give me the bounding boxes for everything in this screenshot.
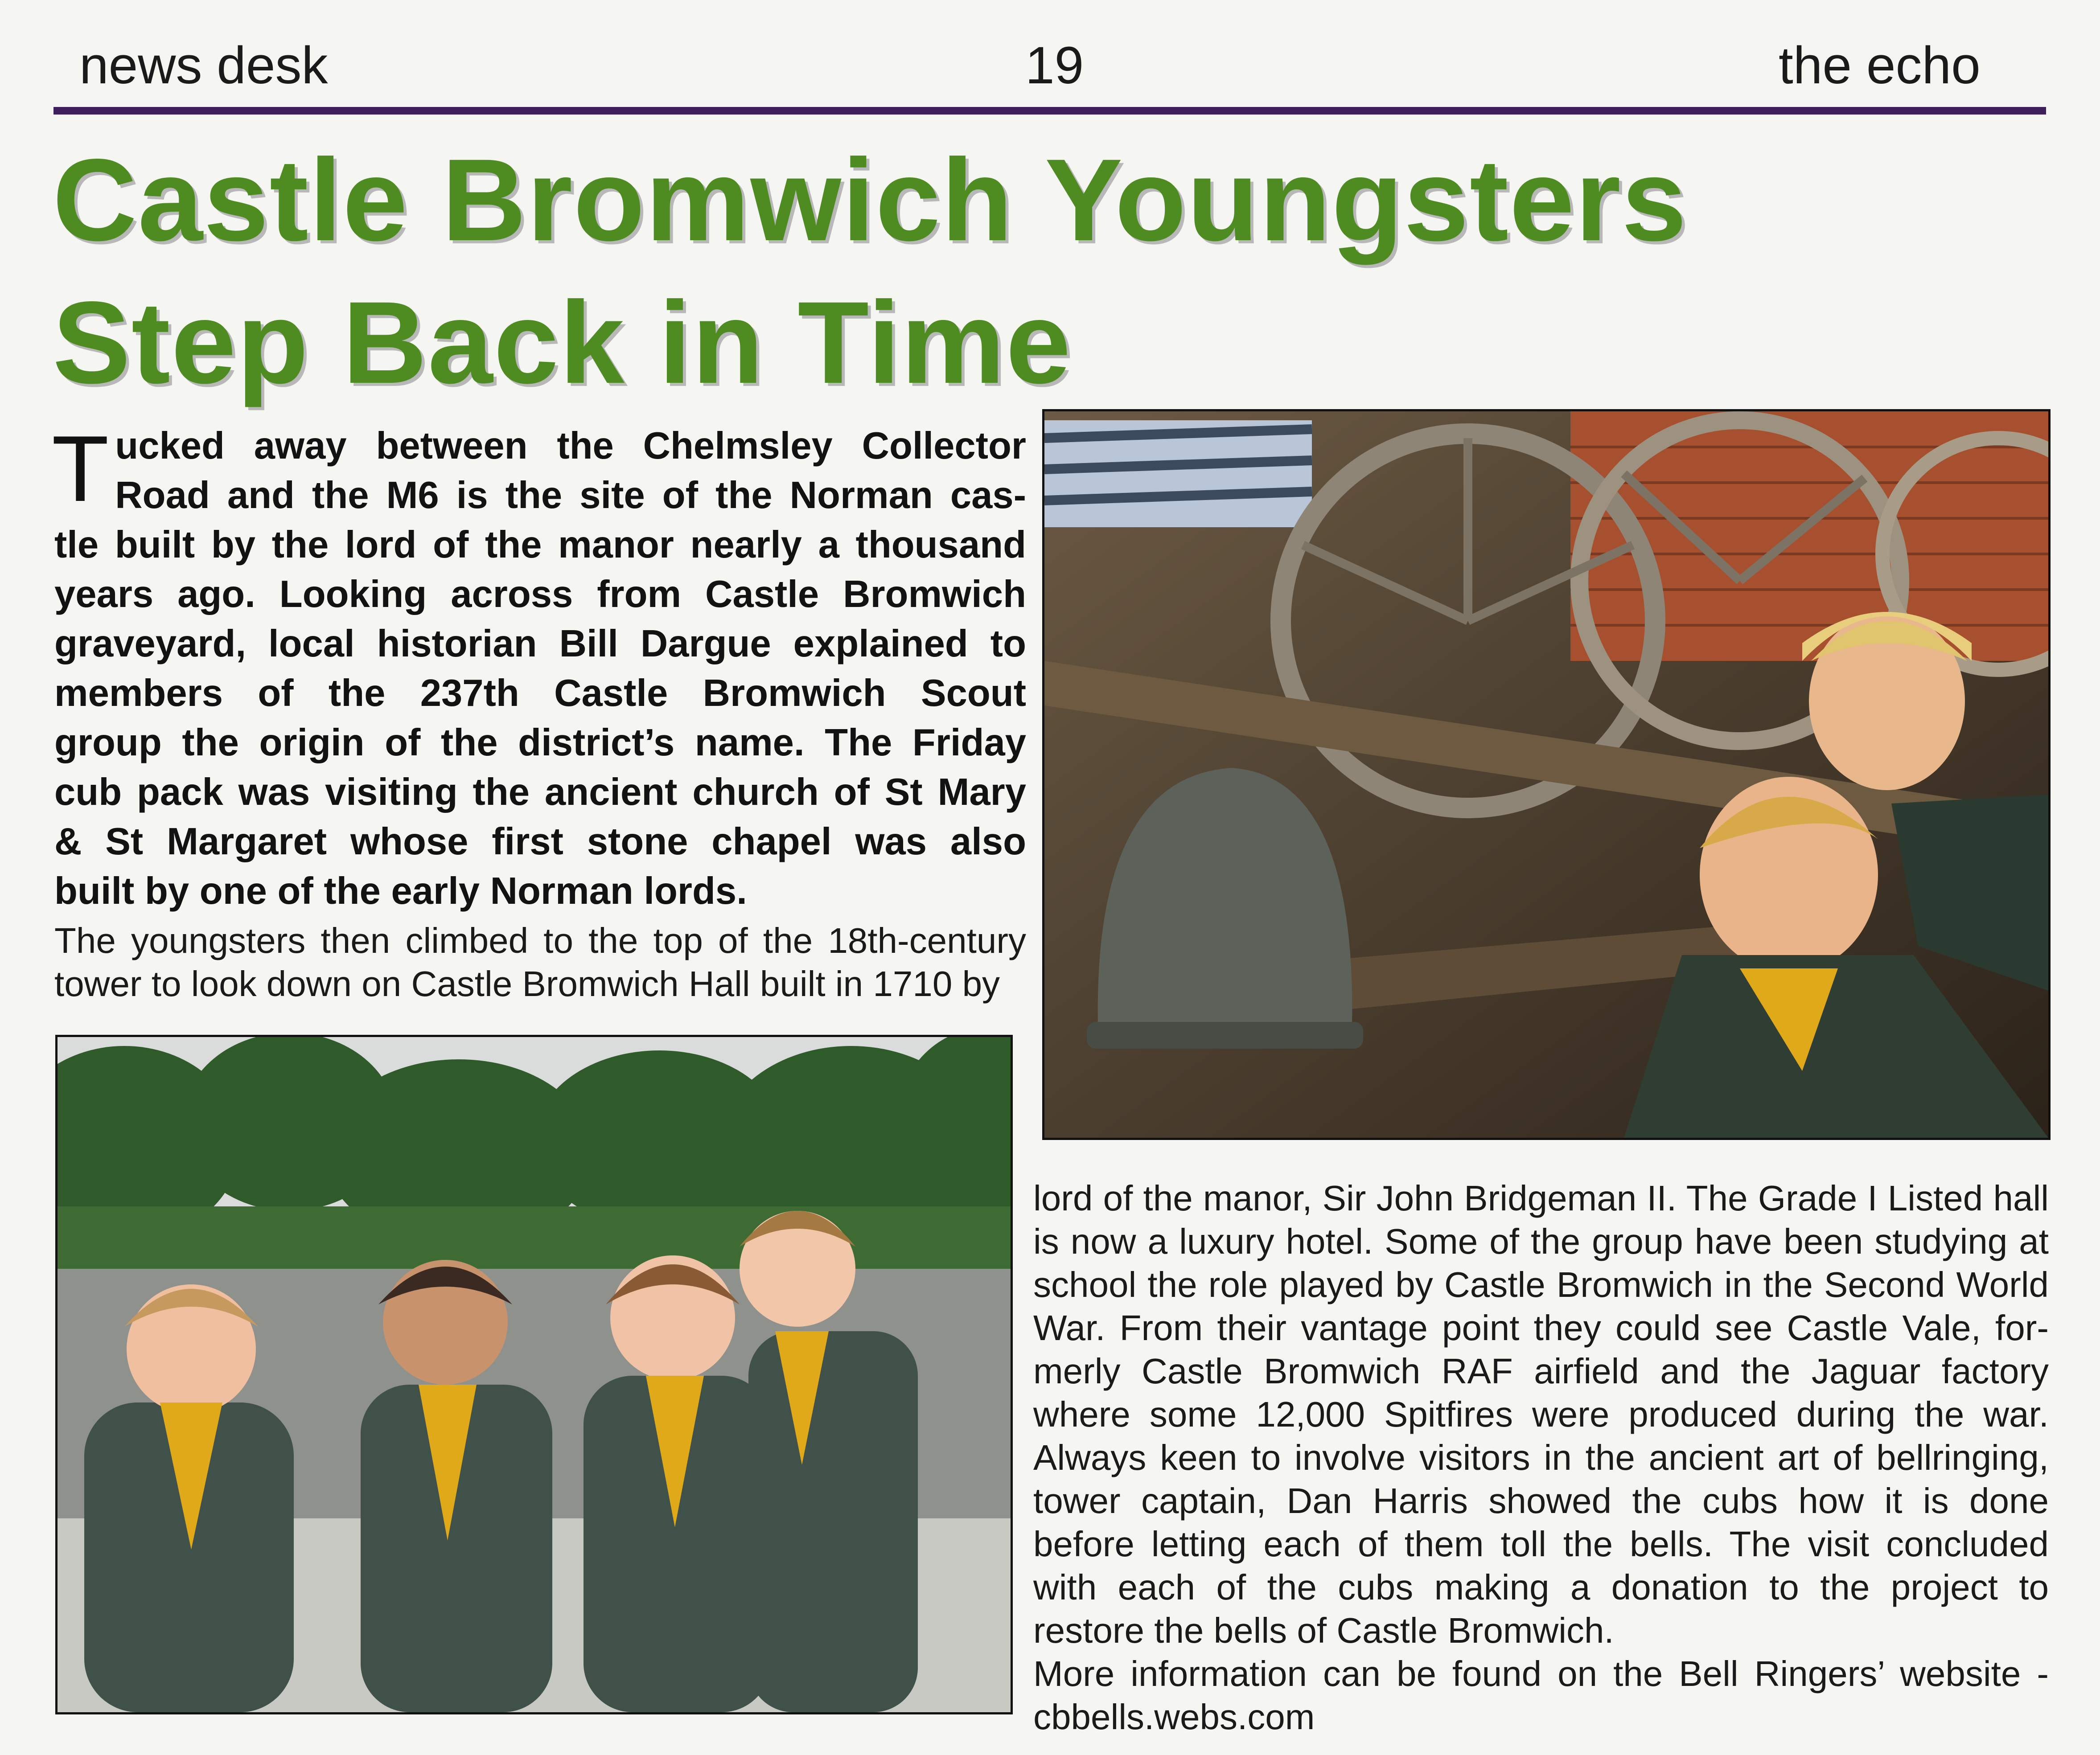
intro-line: Road and the M6 is the site of the Norman cas-	[115, 474, 1026, 517]
right-body-line: lord of the manor, Sir John Bridgeman II. The Grade I Listed hall	[1033, 1178, 2049, 1218]
drop-cap: T	[52, 416, 109, 521]
page-number: 19	[1025, 36, 1084, 95]
intro-line: group the origin of the district’s name. The Friday	[54, 722, 1026, 764]
right-body-line: cbbells.webs.com	[1033, 1697, 1315, 1737]
intro-line: & St Margaret whose first stone chapel was also	[54, 820, 1026, 863]
right-body-line: school the role played by Castle Bromwich in the Second World	[1033, 1265, 2049, 1304]
right-body-line: merly Castle Bromwich RAF airfield and the Jaguar factory	[1033, 1351, 2049, 1391]
right-body-line: with each of the cubs making a donation to the project to	[1033, 1567, 2049, 1607]
intro-line: graveyard, local historian Bill Dargue explained to	[54, 623, 1026, 665]
intro-line: tle built by the lord of the manor nearly a thousand	[54, 524, 1026, 566]
publication-name: the echo	[1779, 36, 1981, 95]
intro-line: ucked away between the Chelmsley Collector	[115, 425, 1026, 467]
article-body-left	[54, 919, 1026, 1005]
left-body-line: tower to look down on Castle Bromwich Hall built in 1710 by	[54, 964, 1000, 1004]
right-body-line: More information can be found on the Bell Ringers’ website -	[1033, 1654, 2049, 1693]
bell-tower-photo	[1042, 409, 2051, 1140]
section-label: news desk	[79, 36, 328, 95]
group-scouts-photo	[55, 1035, 1013, 1714]
right-body-line: War. From their vantage point they could see Castle Vale, for-	[1033, 1308, 2049, 1348]
right-body-line: tower captain, Dan Harris showed the cubs how it is done	[1033, 1481, 2049, 1521]
headline-line-2: Step Back in Time	[53, 277, 1072, 408]
header-rule	[53, 107, 2046, 115]
right-body-line: Always keen to involve visitors in the ancient art of bellringing,	[1033, 1438, 2049, 1477]
article-intro	[52, 416, 1026, 916]
intro-line: built by one of the early Norman lords.	[54, 870, 747, 912]
right-body-line: where some 12,000 Spitfires were produced during the war.	[1033, 1394, 2049, 1434]
scouts-illustration	[58, 1037, 1011, 1712]
right-body-line: restore the bells of Castle Bromwich.	[1033, 1611, 1614, 1650]
intro-line: years ago. Looking across from Castle Bromwich	[54, 573, 1026, 615]
right-body-line: before letting each of them toll the bells. The visit concluded	[1033, 1524, 2049, 1564]
article-body-right	[1033, 1177, 2049, 1739]
intro-line: cub pack was visiting the ancient church of St Mary	[54, 771, 1026, 813]
intro-line: members of the 237th Castle Bromwich Scout	[54, 672, 1026, 714]
left-body-line: The youngsters then climbed to the top of the 18th-century	[54, 921, 1026, 960]
bell-tower-illustration	[1044, 411, 2048, 1138]
right-body-line: is now a luxury hotel. Some of the group have been studying at	[1033, 1222, 2049, 1261]
headline-line-1: Castle Bromwich Youngsters	[53, 135, 1688, 265]
